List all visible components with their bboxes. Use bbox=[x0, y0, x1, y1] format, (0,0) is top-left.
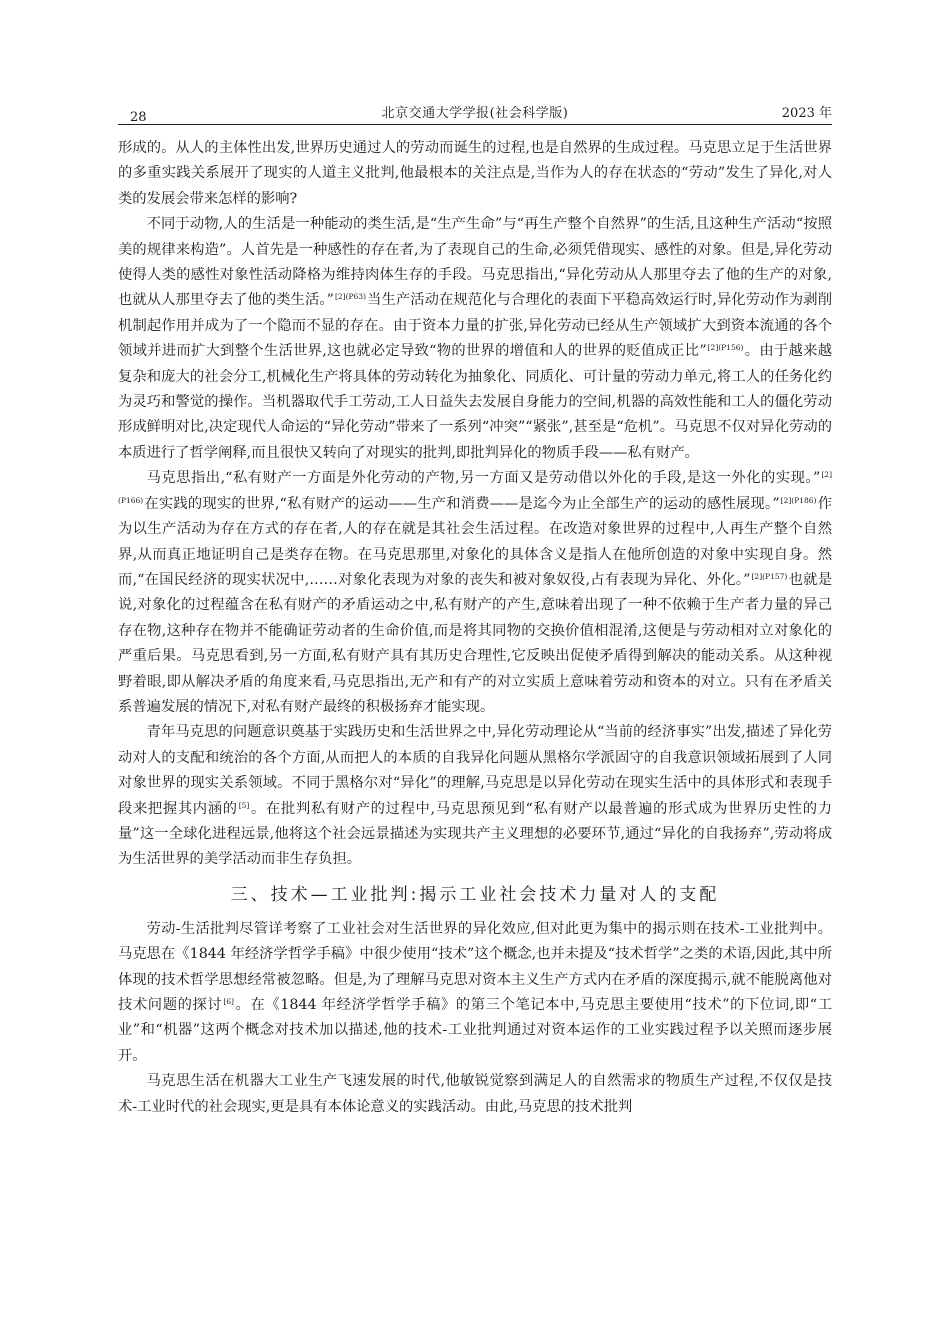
paragraph bbox=[118, 917, 832, 1069]
section-heading: 三、技术—工业批判:揭示工业社会技术力量对人的支配 bbox=[230, 884, 720, 905]
text-run: 。在《1844 年经济学哲学手稿》的第三个笔记本中,马克思主要使用“技术”的下位词,即“工业”和“机器”这两个概念对技术加以描述,他的技术-工业批判通过对资本运作的工业实践过程予以关照而逐步展开。 bbox=[118, 997, 833, 1064]
citation: [5] bbox=[238, 800, 250, 810]
citation: [2](P166) bbox=[118, 470, 832, 505]
citation: [2](P156) bbox=[707, 343, 744, 353]
text-run: 不同于动物,人的生活是一种能动的类生活,是“生产生命”与“再生产整个自然界”的生活,且这种生产活动“按照美的规律来构造”。人首先是一种感性的存在者,为了表现自己的生命,必须凭借现实、感性的对象。但是,异化劳动使得人类的感性对象性活动降格为维持肉体生存的手段。马克思指出,“异化劳动从人那里夺去了他的生产的对象,也就从人那里夺去了他的类生活。” bbox=[118, 216, 832, 309]
citation: [2](P186) bbox=[780, 495, 817, 505]
text-run: 青年马克思的问题意识奠基于实践历史和生活世界之中,异化劳动理论从“当前的经济事实”出发,描述了异化劳动对人的支配和统治的各个方面,从而把人的本质的自我异化问题从黑格尔学派固守的自我意识领域拓展到了人同对象世界的现实关系领域。不同于黑格尔对“异化”的理解,马克思是以异化劳动在现实生活中的具体形式和表现手段来把握其内涵的 bbox=[118, 724, 832, 817]
text-run: 。由于越来越复杂和庞大的社会分工,机械化生产将具体的劳动转化为抽象化、同质化、可计量的劳动力单元,将工人的任务化约为灵巧和警觉的操作。当机器取代手工劳动,工人日益失去发展自身能力的空间,机器的高效性能和工人的僵化劳动形成鲜明对比,决定现代人命运的“异化劳动”带来了一系列“冲突”“紧张”,甚至是“危机”。马克思不仅对异化劳动的本质进行了哲学阐释,而且很快又转向了对现实的批判,即批判异化的物质手段——私有财产。 bbox=[118, 343, 832, 461]
paragraph bbox=[118, 720, 832, 872]
article-body bbox=[118, 136, 832, 1120]
paragraph: 马克思生活在机器大工业生产飞速发展的时代,他敏锐觉察到满足人的自然需求的物质生产过程,不仅仅是技术-工业时代的社会现实,更是具有本体论意义的实践活动。由此,马克思的技术批判 bbox=[118, 1073, 832, 1115]
text-run: 马克思指出,“私有财产一方面是外化劳动的产物,另一方面又是劳动借以外化的手段,是这一外化的实现。” bbox=[146, 470, 821, 487]
paragraph bbox=[118, 466, 832, 720]
text-run: 作为以生产活动为存在方式的存在者,人的存在就是其社会生活过程。在改造对象世界的过程中,人再生产整个自然界,从而真正地证明自己是类存在物。在马克思那里,对象化的具体含义是指人在他所创造的对象中实现自身。然而,“在国民经济的现实状况中,……对象化表现为对象的丧失和被对象奴役,占有表现为异化、外化。” bbox=[118, 495, 832, 588]
text-run: 劳动-生活批判尽管详考察了工业社会对生活世界的异化效应,但对此更为集中的揭示则在技术-工业批判中。马克思在《1844 年经济学哲学手稿》中很少使用“技术”这个概念,也并未提及“技术哲学”之类的术语,因此,其中所体现的技术哲学思想经常被忽略。但是,为了理解马克思对资本主义生产方式内在矛盾的深度揭示,就不能脱离他对技术问题的探讨 bbox=[118, 920, 832, 1013]
text-run: 。在批判私有财产的过程中,马克思预见到“私有财产以最普遍的形式成为世界历史性的力量”这一全球化进程远景,他将这个社会远景描述为实现共产主义理想的必要环节,通过“异化的自我扬弃”,劳动将成为生活世界的美学活动而非生存负担。 bbox=[118, 800, 832, 868]
publication-year: 2023 年 bbox=[781, 106, 832, 121]
text-run: 也就是说,对象化的过程蕴含在私有财产的矛盾运动之中,私有财产的产生,意味着出现了一种不依赖于生产者力量的异己存在物,这种存在物并不能确证劳动者的生命价值,而是将其同物的交换价值相混淆,这便是与劳动相对立对象化的严重后果。马克思看到,另一方面,私有财产具有其历史合理性,它反映出促使矛盾得到解决的能动关系。从这种视野着眼,即从解决矛盾的角度来看,马克思指出,无产和有产的对立实质上意味着劳动和资本的对立。只有在矛盾关系普遍发展的情况下,对私有财产最终的积极扬弃才能实现。 bbox=[118, 571, 832, 715]
paragraph: 形成的。从人的主体性出发,世界历史通过人的劳动而诞生的过程,也是自然界的生成过程。马克思立足于生活世界的多重实践关系展开了现实的人道主义批判,他最根本的关注点是,当作为人的存在状态的“劳动”发生了异化,对人类的发展会带来怎样的影响? bbox=[118, 140, 832, 207]
text-run: 当生产活动在规范化与合理化的表面下平稳高效运行时,异化劳动作为剥削机制起作用并成为了一个隐而不显的存在。由于资本力量的扩张,异化劳动已经从生产领域扩大到资本流通的各个领域并进而扩大到整个生活世界,这也就必定导致“物的世界的增值和人的世界的贬值成正比” bbox=[118, 292, 832, 360]
paragraph bbox=[118, 212, 832, 466]
text-run: 在实践的现实的世界,“私有财产的运动——生产和消费——是迄今为止全部生产的运动的感性展现。” bbox=[144, 495, 780, 512]
page-number: 28 bbox=[130, 110, 147, 125]
citation: [6] bbox=[223, 997, 234, 1006]
citation: [2](P63) bbox=[334, 292, 367, 302]
page-header bbox=[118, 98, 832, 125]
citation: [2](P157) bbox=[751, 571, 788, 581]
journal-title: 北京交通大学学报(社会科学版) bbox=[381, 106, 569, 121]
